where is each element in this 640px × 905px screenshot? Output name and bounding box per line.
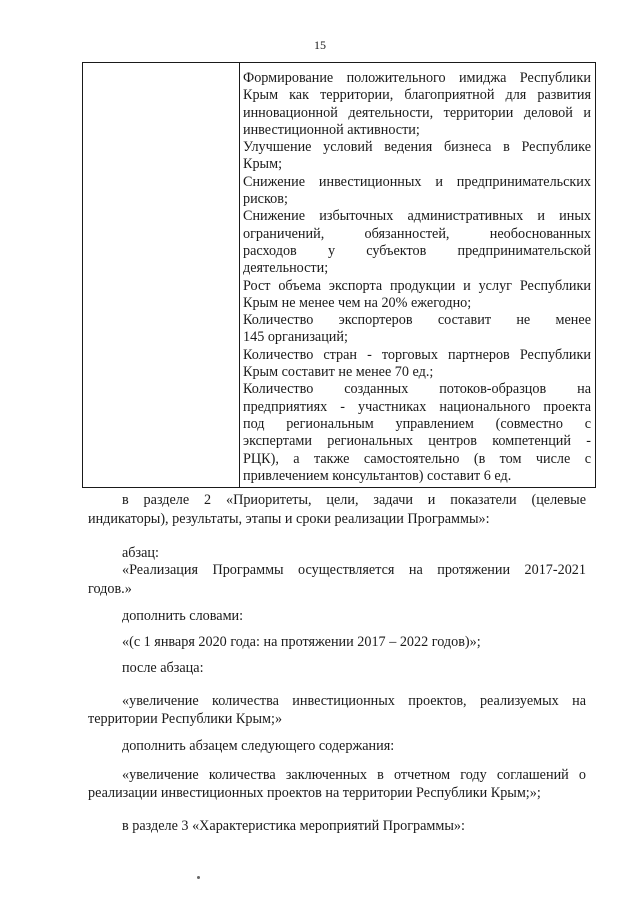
table-cell-line: привлечением консультантов) составит 6 ед. xyxy=(243,467,512,484)
table-cell-line: 145 организаций; xyxy=(243,329,348,346)
table-cell-line: Снижение инвестиционных и предпринимательских xyxy=(243,173,591,190)
table-cell-line: ограничений, обязанностей, необоснованных xyxy=(243,225,591,242)
page-number: 15 xyxy=(314,38,326,52)
paragraph-abzac: абзац: xyxy=(122,545,159,561)
paragraph-supplement: дополнить словами: xyxy=(122,608,244,624)
paragraph-agreements-line2: реализации инвестиционных проектов на территории Республики Крым;»; xyxy=(88,785,541,801)
table-cell-indicators xyxy=(243,70,591,485)
table-cell-line: рисков; xyxy=(243,191,288,208)
table-cell-line: Улучшение условий ведения бизнеса в Республике xyxy=(243,139,591,156)
paragraph-section2-line1: в разделе 2 «Приоритеты, цели, задачи и показатели (целевые xyxy=(122,492,586,508)
table-cell-line: Крым не менее чем на 20% ежегодно; xyxy=(243,294,472,311)
table-cell-line: Рост объема экспорта продукции и услуг Республики xyxy=(243,277,591,294)
table-cell-line: Крым составит не менее 70 ед.; xyxy=(243,364,434,381)
table-cell-line: расходов у субъектов предпринимательской xyxy=(243,242,591,259)
table-column-divider xyxy=(239,63,240,487)
table-cell-line: инновационной деятельности, территории деловой и xyxy=(243,104,591,121)
paragraph-section3: в разделе 3 «Характеристика мероприятий Программы»: xyxy=(122,818,465,834)
scan-speck xyxy=(197,876,200,879)
paragraph-agreements-line1: «увеличение количества заключенных в отчетном году соглашений о xyxy=(122,767,586,783)
paragraph-quote-line1: «Реализация Программы осуществляется на протяжении 2017-2021 xyxy=(122,562,586,578)
paragraph-supplement-content: дополнить абзацем следующего содержания: xyxy=(122,738,395,754)
table-cell-line: Формирование положительного имиджа Республики xyxy=(243,70,591,86)
table-cell-line: Снижение избыточных административных и иных xyxy=(243,208,591,225)
paragraph-investment-line1: «увеличение количества инвестиционных проектов, реализуемых на xyxy=(122,693,586,709)
table-cell-line: Крым; xyxy=(243,156,283,173)
table-cell-line: РЦК), а также самостоятельно (в том числе с xyxy=(243,450,591,467)
paragraph-quote-line2: годов.» xyxy=(88,581,132,597)
table-cell-line: деятельности; xyxy=(243,260,329,277)
table-cell-line: под региональным управлением (совместно с xyxy=(243,415,591,432)
table-cell-line: Количество стран - торговых партнеров Республики xyxy=(243,346,591,363)
paragraph-section2-line2: индикаторы), результаты, этапы и сроки реализации Программы»: xyxy=(88,511,490,527)
paragraph-after: после абзаца: xyxy=(122,660,204,676)
table-cell-line: предприятиях - участниках национального проекта xyxy=(243,398,591,415)
table-cell-line: инвестиционной активности; xyxy=(243,121,420,138)
paragraph-investment-line2: территории Республики Крым;» xyxy=(88,711,283,727)
table-cell-line: Количество созданных потоков-образцов на xyxy=(243,381,591,398)
table-cell-line: Количество экспортеров составит не менее xyxy=(243,312,591,329)
targets-table xyxy=(82,62,596,488)
table-cell-line: Крым как территории, благоприятной для развития xyxy=(243,87,591,104)
table-cell-line: экспертами региональных центров компетенций - xyxy=(243,433,591,450)
paragraph-new-words: «(с 1 января 2020 года: на протяжении 2017 – 2022 годов)»; xyxy=(122,634,481,650)
